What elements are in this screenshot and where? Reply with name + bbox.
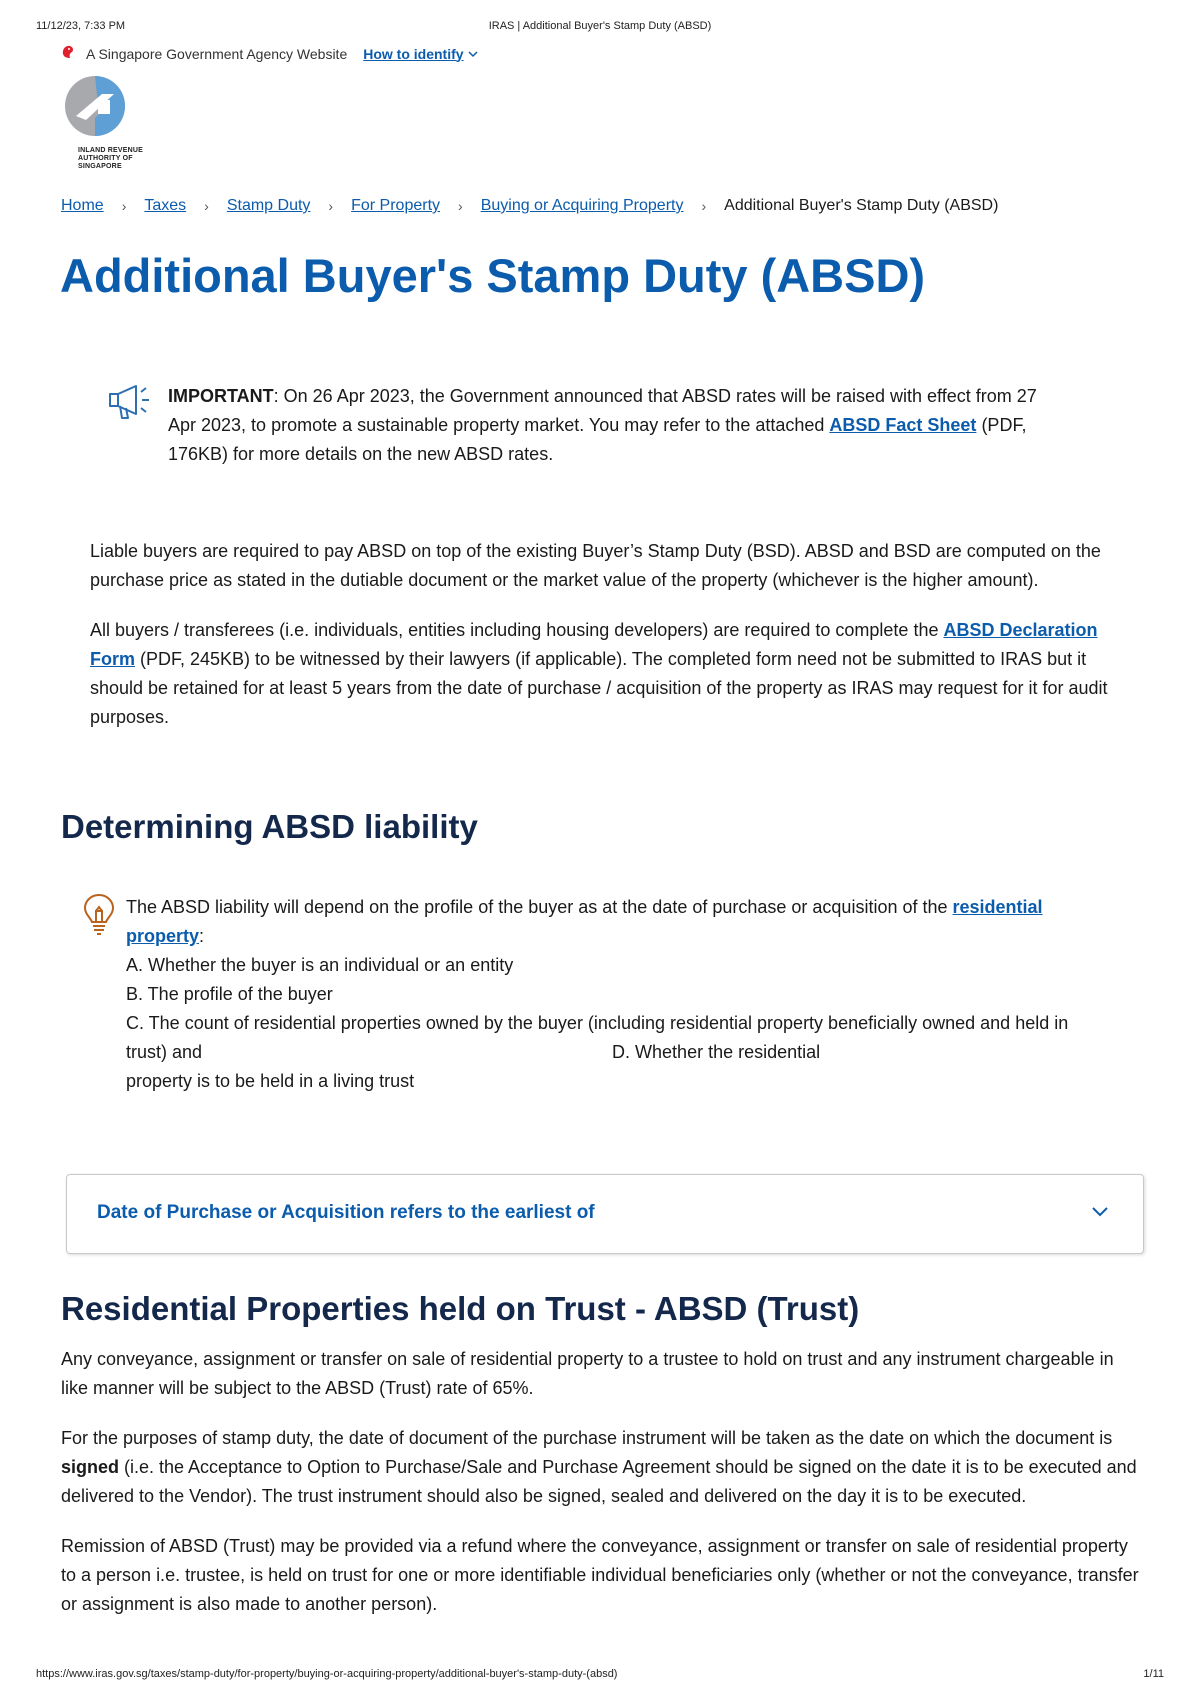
liability-text: The ABSD liability will depend on the profile of the buyer as at the date of purchase or acquisition of the residential property: A. Whether the buyer is an individual or an entity B. The profile of the buyer C. The count of residential properties owned by the buyer (including residential property beneficially owned and held in trust) and D. Whether the residential property is to be held in a living trust (126, 893, 1076, 1096)
intro-paragraph: Liable buyers are required to pay ABSD on top of the existing Buyer’s Stamp Duty (BSD). ABSD and BSD are computed on the purchase price as stated in the dutiable document or the market value of the property (whichever is the higher amount). (90, 541, 1101, 590)
declaration-paragraph: All buyers / transferees (i.e. individuals, entities including housing developers) are required to complete the ABSD Declaration Form (PDF, 245KB) to be witnessed by their lawyers (if applicable). The completed form need not be submitted to IRAS but it should be retained for at least 5 years from the date of purchase / acquisition of the property as IRAS may request for it for audit purposes. (90, 620, 1108, 727)
trust-paragraph-3: Remission of ABSD (Trust) may be provided via a refund where the conveyance, assignment or transfer on sale of residential property to a person i.e. trustee, is held on trust for one or more identifiable individual beneficiaries only (whether or not the conveyance, transfer or assignment is also made to another person). (61, 1536, 1139, 1614)
lightbulb-icon (82, 893, 116, 1096)
print-doc-title: IRAS | Additional Buyer's Stamp Duty (ABSD) (488, 20, 712, 32)
date-of-purchase-accordion[interactable] (66, 1174, 1144, 1254)
absd-fact-sheet-link[interactable]: ABSD Fact Sheet (829, 415, 977, 435)
agency-text: A Singapore Government Agency Website (86, 45, 348, 62)
accordion-label: Date of Purchase or Acquisition refers to the earliest of (97, 1202, 595, 1223)
chevron-down-icon[interactable] (1091, 1205, 1109, 1223)
chevron-right-icon: › (204, 198, 209, 214)
gov-masthead (60, 44, 478, 63)
chevron-right-icon: › (121, 198, 127, 214)
page-title: Additional Buyer's Stamp Duty (ABSD) (60, 249, 926, 302)
chevron-down-icon (468, 49, 478, 59)
trust-paragraph-2: For the purposes of stamp duty, the date of document of the purchase instrument will be taken as the date on which the document is signed (i.e. the Acceptance to Option to Purchase/Sale and Purchase Agreement should be signed on the date it is to be executed and delivered to the Vendor). The trust instrument should also be signed, sealed and delivered on the day it is to be executed. (61, 1428, 1137, 1506)
breadcrumb-stamp-duty[interactable]: Stamp Duty (226, 197, 311, 214)
iras-logo[interactable] (60, 76, 160, 171)
breadcrumb-current: Additional Buyer's Stamp Duty (ABSD) (724, 197, 999, 214)
print-url: https://www.iras.gov.sg/taxes/stamp-duty/for-property/buying-or-acquiring-property/additional-buyer's-stamp-duty-(absd) (36, 1668, 618, 1680)
residential-property-link[interactable]: residential property (126, 897, 1043, 946)
breadcrumb-buying-property[interactable]: Buying or Acquiring Property (480, 197, 684, 214)
breadcrumb-taxes[interactable]: Taxes (144, 197, 187, 214)
notice-text: IMPORTANT: On 26 Apr 2023, the Government announced that ABSD rates will be raised with effect from 27 Apr 2023, to promote a sustainable property market. You may refer to the attached ABSD Fact Sheet (PDF, 176KB) for more details on the new ABSD rates. (168, 386, 1037, 464)
lion-icon (60, 44, 76, 63)
liability-item-c: C. The count of residential properties owned by the buyer (including residential property beneficially owned and held in trust) and D. Whether the residential (126, 1013, 1069, 1062)
iras-logo-mark (62, 76, 132, 138)
liability-item-a: A. Whether the buyer is an individual or an entity (126, 955, 514, 975)
print-page-number: 1/11 (1143, 1668, 1164, 1680)
chevron-right-icon: › (458, 198, 463, 214)
liability-item-d: property is to be held in a living trust (126, 1071, 415, 1091)
chevron-right-icon: › (701, 198, 707, 214)
trust-paragraph-1: Any conveyance, assignment or transfer on sale of residential property to a trustee to hold on trust and any instrument chargeable in like manner will be subject to the ABSD (Trust) rate of 65%. (61, 1349, 1114, 1398)
print-datetime: 11/12/23, 7:33 PM (36, 20, 126, 32)
section-heading-liability: Determining ABSD liability (61, 808, 478, 845)
breadcrumb-home[interactable]: Home (61, 197, 104, 214)
liability-item-b: B. The profile of the buyer (126, 984, 333, 1004)
absd-declaration-form-link[interactable]: ABSD Declaration Form (90, 620, 1098, 669)
chevron-right-icon: › (328, 198, 334, 214)
megaphone-icon (108, 382, 158, 469)
important-notice (108, 382, 1038, 469)
section-heading-trust: Residential Properties held on Trust - ABSD (Trust) (61, 1290, 860, 1327)
breadcrumb (61, 197, 998, 215)
how-to-identify-link[interactable]: How to identify (363, 46, 477, 62)
liability-tip (82, 893, 1092, 1096)
breadcrumb-for-property[interactable]: For Property (351, 197, 441, 214)
logo-text: INLAND REVENUE AUTHORITY OF SINGAPORE (78, 147, 144, 170)
